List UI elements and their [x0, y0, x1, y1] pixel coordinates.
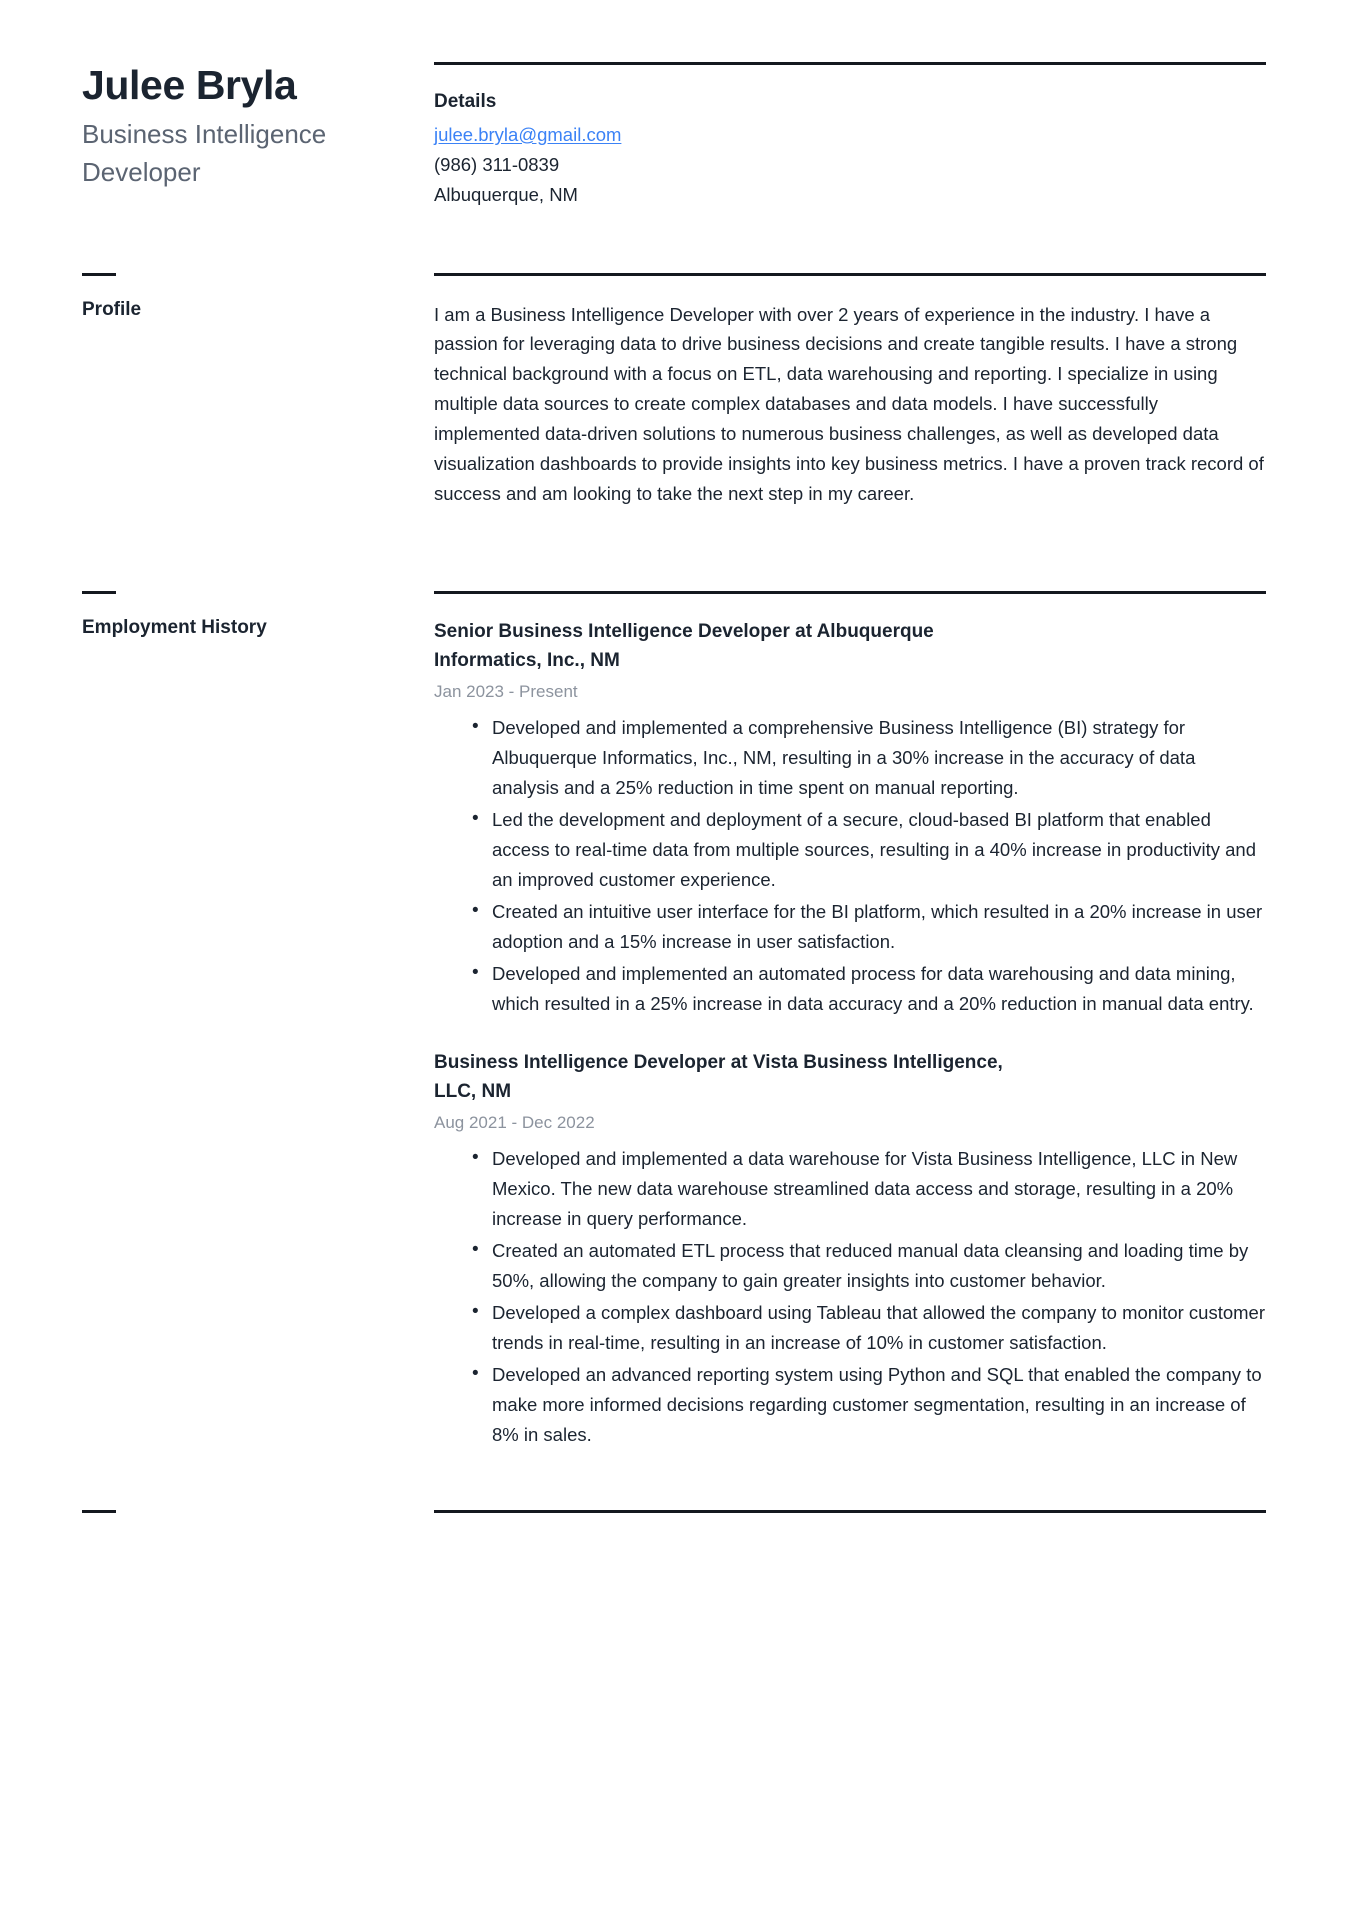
job-heading: Business Intelligence Developer at Vista Business Intelligence, LLC, NM [434, 1051, 1003, 1102]
employment-body-col [434, 591, 1266, 1451]
profile-section [82, 273, 1266, 510]
details-location: Albuquerque, NM [434, 183, 578, 205]
next-section-label-col [82, 1510, 434, 1535]
job-bullet: • Developed and implemented a data warehouse for Vista Business Intelligence, LLC in New Mexico. The new data warehouse streamlined data access and storage, resulting in a 20% increase in query performance. [472, 1144, 1266, 1234]
job-bullet: • Created an automated ETL process that reduced manual data cleansing and loading time by 50%, allowing the company to gain greater insights into customer behavior. [472, 1236, 1266, 1296]
employment-divider [434, 591, 1266, 594]
details-heading: Details [434, 91, 497, 112]
details-email-row [434, 120, 1266, 150]
details-block [434, 62, 1266, 210]
profile-label-col [82, 273, 434, 323]
job-date: Aug 2021 - Dec 2022 [434, 1112, 595, 1132]
job-bullet-list [434, 713, 1266, 1019]
job-bullet: • Developed an advanced reporting system using Python and SQL that enabled the company to make more informed decisions regarding customer segmentation, resulting in an increase of 8% in sales. [472, 1360, 1266, 1450]
employment-dash-marker [82, 591, 116, 594]
next-section-dash-marker [82, 1510, 116, 1513]
job-heading: Senior Business Intelligence Developer at Albuquerque Informatics, Inc., NM [434, 621, 934, 672]
next-section-body-col [434, 1510, 1266, 1537]
profile-divider [434, 273, 1266, 276]
job-bullet: • Developed and implemented an automated process for data warehousing and data mining, which resulted in a 25% increase in data accuracy and a 20% reduction in manual data entry. [472, 959, 1266, 1019]
employment-entry [434, 618, 1266, 1019]
page-title: Julee Bryla [82, 62, 297, 108]
employment-section-label: Employment History [82, 617, 267, 639]
job-bullet: • Led the development and deployment of a secure, cloud-based BI platform that enabled access to real-time data from multiple sources, resulting in a 40% increase in productivity and an improved customer experience. [472, 805, 1266, 895]
job-date: Jan 2023 - Present [434, 682, 578, 702]
employment-section [82, 591, 1266, 1451]
profile-dash-marker [82, 273, 116, 276]
profile-text: I am a Business Intelligence Developer with over 2 years of experience in the industry. I have a passion for leveraging data to drive business decisions and create tangible results. I have a strong technical background with a focus on ETL, data warehousing and reporting. I specialize in using multiple data sources to create complex databases and data models. I have successfully implemented data-driven solutions to numerous business challenges, as well as developed data visualization dashboards to provide insights into key business metrics. I have a proven track record of success and am looking to take the next step in my career. [434, 303, 1264, 505]
job-bullet: • Developed and implemented a comprehensive Business Intelligence (BI) strategy for Albuquerque Informatics, Inc., NM, resulting in a 30% increase in the accuracy of data analysis and a 25% reduction in time spent on manual reporting. [472, 713, 1266, 803]
employment-entry [434, 1049, 1266, 1450]
job-bullet-list [434, 1144, 1266, 1450]
details-phone: (986) 311-0839 [434, 153, 560, 175]
details-divider [434, 62, 1266, 65]
profile-section-label: Profile [82, 298, 142, 320]
email-link[interactable]: julee.bryla@gmail.com [434, 123, 622, 145]
next-section-partial [82, 1510, 1266, 1537]
job-bullet: • Created an intuitive user interface for the BI platform, which resulted in a 20% increase in user adoption and a 15% increase in user satisfaction. [472, 897, 1266, 957]
employment-label-col [82, 591, 434, 641]
profile-body-col [434, 273, 1266, 510]
header-job-title: Business Intelligence Developer [82, 119, 327, 188]
job-bullet: • Developed a complex dashboard using Tableau that allowed the company to monitor customer trends in real-time, resulting in an increase of 10% in customer satisfaction. [472, 1298, 1266, 1358]
header-identity [82, 62, 434, 192]
header-section [82, 62, 1266, 210]
next-section-divider [434, 1510, 1266, 1513]
